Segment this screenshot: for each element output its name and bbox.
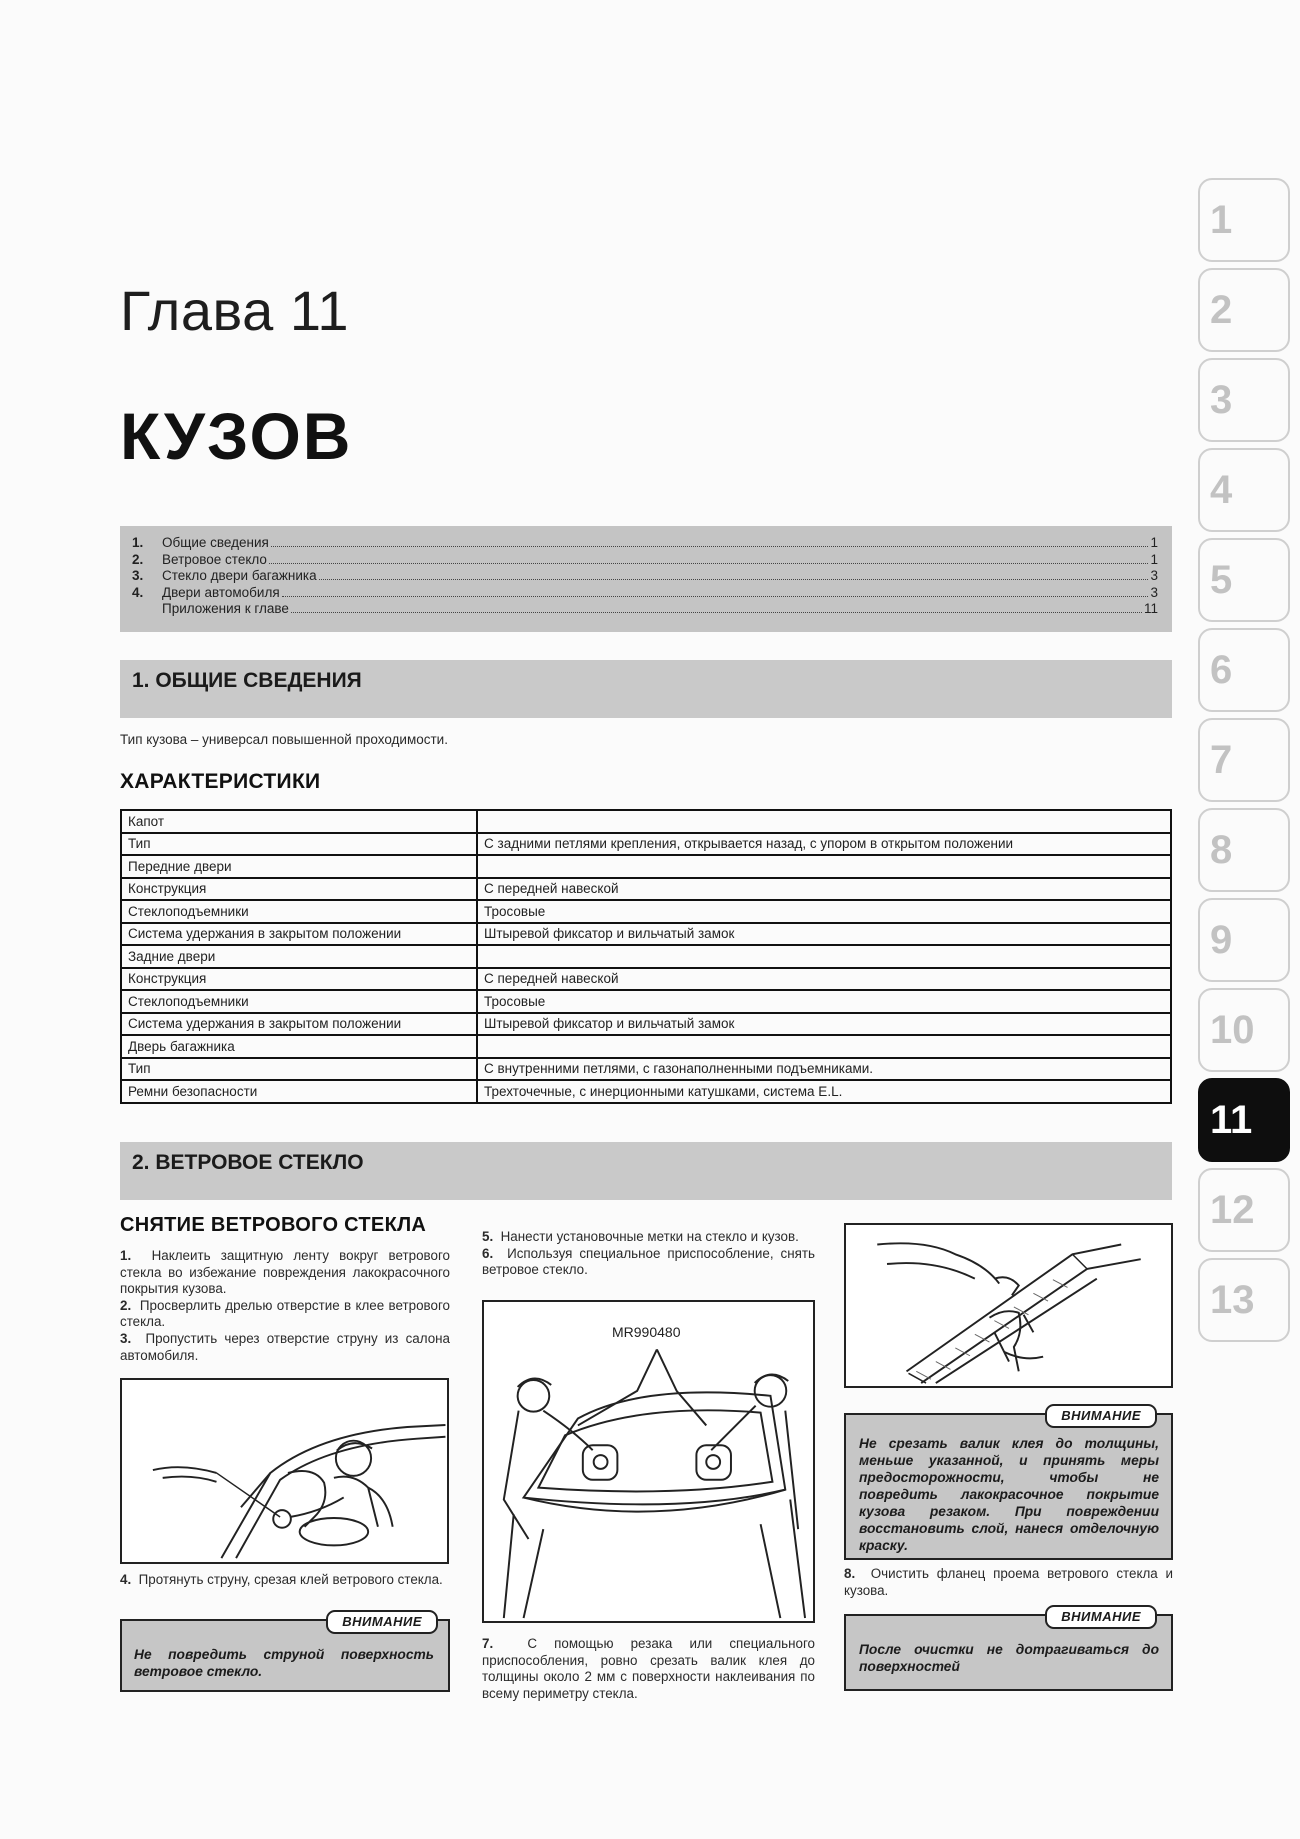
toc-item-number: 4. (132, 584, 144, 600)
chapter-tab-3[interactable] (1198, 358, 1290, 442)
step-number: 1. (120, 1248, 132, 1263)
spec-name-cell: Тип (121, 833, 477, 856)
spec-name-cell: Конструкция (121, 968, 477, 991)
steps-column-2 (482, 1229, 815, 1279)
spec-name-cell: Капот (121, 810, 477, 833)
figure-adhesive-trim-drawing (846, 1225, 1171, 1386)
chapter-tab-6[interactable] (1198, 628, 1290, 712)
chapter-tab-9[interactable] (1198, 898, 1290, 982)
chapter-tab-label: 2 (1210, 287, 1233, 332)
toc-item[interactable] (132, 601, 1158, 618)
toc-item-title: Ветровое стекло (162, 551, 267, 567)
step-text: Просверлить дрелью отверстие в клее ветрового стекла. (120, 1297, 450, 1330)
step-text: Используя специальное приспособление, снять ветровое стекло. (482, 1245, 815, 1278)
toc-item[interactable] (132, 535, 1158, 552)
chapter-tab-10[interactable] (1198, 988, 1290, 1072)
toc-item-number: 2. (132, 551, 144, 567)
toc-item-title: Приложения к главе (162, 601, 289, 616)
toc-item-page: 3 (1150, 568, 1158, 583)
spec-name-cell: Стеклоподъемники (121, 900, 477, 923)
toc-item-page: 11 (1143, 601, 1158, 616)
chapter-tab-label: 12 (1210, 1187, 1255, 1232)
spec-value-cell (477, 810, 1171, 833)
step-item (120, 1298, 450, 1331)
chapter-tab-label: 10 (1210, 1007, 1255, 1052)
warning-text: Не срезать валик клея до толщины, меньше указанной, и принять меры предосторожности, чтобы не повредить лакокрасочное покрытие кузова резаком. При повреждении восстановить слой, нанеся отделочную краску. (859, 1436, 1159, 1553)
warning-tag: ВНИМАНИЕ (326, 1610, 438, 1634)
specs-table (120, 809, 1172, 1104)
step-text: Пропустить через отверстие струну из салона автомобиля. (120, 1330, 450, 1363)
step-text: Протянуть струну, срезая клей ветрового стекла. (138, 1572, 443, 1587)
step-number: 2. (120, 1297, 132, 1313)
chapter-tab-1[interactable] (1198, 178, 1290, 262)
step-text: Нанести установочные метки на стекло и кузов. (500, 1229, 799, 1244)
chapter-tab-11[interactable] (1198, 1078, 1290, 1162)
toc-item[interactable] (132, 552, 1158, 569)
toc-leader (291, 612, 1142, 613)
toc-leader (271, 546, 1149, 547)
spec-name-cell: Задние двери (121, 945, 477, 968)
table-row (121, 900, 1171, 923)
table-row (121, 1058, 1171, 1081)
chapter-tab-4[interactable] (1198, 448, 1290, 532)
step-number: 5. (482, 1229, 494, 1244)
figure-glass-removal (482, 1300, 815, 1623)
chapter-tab-label: 1 (1210, 197, 1233, 242)
figure-glass-removal-drawing (484, 1302, 813, 1621)
spec-value-cell: Трехточечные, с инерционными катушками, система E.L. (477, 1080, 1171, 1103)
spec-name-cell: Ремни безопасности (121, 1080, 477, 1103)
spec-name-cell: Дверь багажника (121, 1035, 477, 1058)
step-number: 8. (844, 1566, 856, 1581)
table-row (121, 1035, 1171, 1058)
toc-item[interactable] (132, 585, 1158, 602)
specs-heading: ХАРАКТЕРИСТИКИ (120, 770, 321, 793)
toc-item-page: 1 (1150, 535, 1158, 550)
warning-box-1 (120, 1614, 450, 1692)
chapter-tab-label: 3 (1210, 377, 1233, 422)
step-item (482, 1229, 815, 1246)
table-row (121, 945, 1171, 968)
chapter-tab-label: 11 (1210, 1097, 1253, 1142)
table-row (121, 833, 1171, 856)
spec-name-cell: Стеклоподъемники (121, 990, 477, 1013)
chapter-tab-5[interactable] (1198, 538, 1290, 622)
toc-item-page: 1 (1150, 551, 1158, 567)
spec-value-cell (477, 945, 1171, 968)
step-number: 7. (482, 1636, 494, 1651)
figure-string-cutting (120, 1378, 449, 1564)
warning-box-2 (844, 1408, 1173, 1560)
warning-text: После очистки не дотрагиваться до поверхностей (859, 1642, 1159, 1674)
table-row (121, 968, 1171, 991)
table-row (121, 990, 1171, 1013)
toc-item-title: Двери автомобиля (162, 584, 280, 600)
chapter-tab-label: 6 (1210, 647, 1233, 692)
spec-value-cell: С внутренними петлями, с газонаполненными подъемниками. (477, 1058, 1171, 1081)
section-header-general (120, 660, 1172, 718)
spec-value-cell: Тросовые (477, 900, 1171, 923)
step-text: Очистить фланец проема ветрового стекла и кузова. (844, 1566, 1173, 1598)
chapter-tab-label: 7 (1210, 737, 1233, 782)
spec-value-cell (477, 1035, 1171, 1058)
table-row (121, 1013, 1171, 1036)
chapter-tab-label: 9 (1210, 917, 1233, 962)
figure-adhesive-trim (844, 1223, 1173, 1388)
spec-value-cell: С передней навеской (477, 878, 1171, 901)
chapter-tab-12[interactable] (1198, 1168, 1290, 1252)
table-row (121, 878, 1171, 901)
step-item (482, 1246, 815, 1279)
toc-leader (269, 563, 1149, 564)
toc-item-title: Общие сведения (162, 535, 269, 550)
spec-value-cell: Штыревой фиксатор и вильчатый замок (477, 923, 1171, 946)
toc-item-page: 3 (1150, 584, 1158, 600)
chapter-tab-label: 5 (1210, 557, 1233, 602)
step-number: 6. (482, 1245, 494, 1261)
toc-leader (282, 596, 1149, 597)
toc-item-number: 3. (132, 568, 144, 583)
table-of-contents (120, 526, 1172, 632)
table-row (121, 810, 1171, 833)
step-item (120, 1331, 450, 1364)
step-text: С помощью резака или специального приспособления, ровно срезать валик клея до толщины около 2 мм с поверхности наклеивания по всему периметру стекла. (482, 1636, 815, 1701)
figure-string-cutting-drawing (122, 1380, 447, 1562)
step-item (844, 1566, 1173, 1599)
spec-name-cell: Конструкция (121, 878, 477, 901)
chapter-tab-7[interactable] (1198, 718, 1290, 802)
spec-name-cell: Система удержания в закрытом положении (121, 923, 477, 946)
spec-value-cell (477, 855, 1171, 878)
spec-value-cell: С передней навеской (477, 968, 1171, 991)
warning-tag: ВНИМАНИЕ (1045, 1404, 1157, 1428)
chapter-label: Глава 11 (120, 279, 349, 342)
toc-item[interactable] (132, 568, 1158, 585)
subsection-title: СНЯТИЕ ВЕТРОВОГО СТЕКЛА (120, 1214, 427, 1236)
section-title: 2. ВЕТРОВОЕ СТЕКЛО (132, 1151, 364, 1174)
spec-value-cell: Штыревой фиксатор и вильчатый замок (477, 1013, 1171, 1036)
body-intro: Тип кузова – универсал повышенной проходимости. (120, 732, 448, 747)
chapter-tab-2[interactable] (1198, 268, 1290, 352)
figure-label: MR990480 (612, 1324, 681, 1340)
chapter-tab-13[interactable] (1198, 1258, 1290, 1342)
chapter-tab-label: 4 (1210, 467, 1233, 512)
warning-box-3 (844, 1609, 1173, 1691)
step-item (120, 1572, 450, 1589)
spec-name-cell: Тип (121, 1058, 477, 1081)
section-header-windshield (120, 1142, 1172, 1200)
step-number: 3. (120, 1330, 132, 1346)
toc-leader (319, 579, 1149, 580)
warning-tag: ВНИМАНИЕ (1045, 1605, 1157, 1629)
spec-name-cell: Система удержания в закрытом положении (121, 1013, 477, 1036)
steps-column-1 (120, 1248, 450, 1364)
toc-item-title: Стекло двери багажника (162, 568, 317, 583)
table-row (121, 923, 1171, 946)
toc-item-number: 1. (132, 535, 144, 550)
chapter-tab-label: 13 (1210, 1277, 1255, 1322)
chapter-tab-label: 8 (1210, 827, 1233, 872)
table-row (121, 855, 1171, 878)
warning-text: Не повредить струной поверхность ветровое стекло. (134, 1647, 434, 1679)
step-text: Наклеить защитную ленту вокруг ветрового стекла во избежание повреждения лакокрасочного покрытия кузова. (120, 1248, 450, 1297)
step-item (482, 1636, 815, 1702)
step-item (120, 1248, 450, 1298)
spec-name-cell: Передние двери (121, 855, 477, 878)
chapter-tab-8[interactable] (1198, 808, 1290, 892)
step-number: 4. (120, 1572, 132, 1587)
section-title: 1. ОБЩИЕ СВЕДЕНИЯ (132, 669, 362, 692)
chapter-title: КУЗОВ (120, 399, 353, 473)
spec-value-cell: С задними петлями крепления, открывается назад, с упором в открытом положении (477, 833, 1171, 856)
table-row (121, 1080, 1171, 1103)
spec-value-cell: Тросовые (477, 990, 1171, 1013)
